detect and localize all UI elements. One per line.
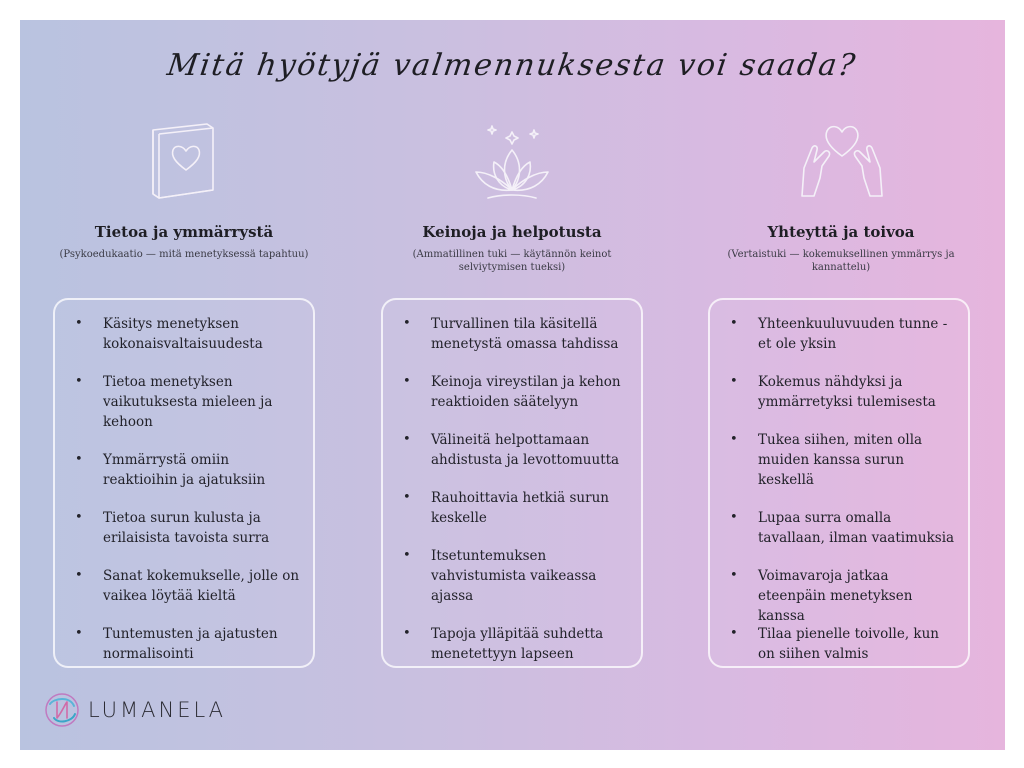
bullet-icon: •: [730, 626, 738, 641]
list-item: • Kokemus nähdyksi ja ymmärretyksi tulemisesta: [730, 374, 936, 410]
bullet-icon: •: [403, 626, 411, 641]
list-item: • Sanat kokemukselle, jolle on vaikea löytää kieltä: [75, 568, 300, 604]
bullet-icon: •: [75, 510, 83, 525]
list-item: • Tuntemusten ja ajatusten normalisointi: [75, 626, 278, 662]
bullet-icon: •: [403, 548, 411, 563]
list-item: • Yhteenkuuluvuuden tunne - et ole yksin: [730, 316, 948, 352]
bullet-icon: •: [403, 490, 411, 505]
list-item: • Tilaa pienelle toivolle, kun on siihen valmis: [730, 626, 939, 662]
bullet-icon: •: [75, 316, 83, 331]
bullet-icon: •: [730, 432, 738, 447]
lotus-icon: [462, 118, 562, 210]
brand-name: LUMANELA: [88, 698, 227, 722]
list-item: • Keinoja vireystilan ja kehon reaktioiden säätelyyn: [403, 374, 621, 410]
page-title: Mitä hyötyjä valmennuksesta voi saada?: [164, 48, 860, 83]
bullet-icon: •: [730, 316, 738, 331]
book-heart-icon: [135, 118, 235, 210]
list-item: • Käsitys menetyksen kokonaisvaltaisuudesta: [75, 316, 263, 352]
bullet-icon: •: [730, 374, 738, 389]
list-item: • Turvallinen tila käsitellä menetystä omassa tahdissa: [403, 316, 619, 352]
hands-heart-icon: [792, 118, 892, 210]
bullet-icon: •: [75, 568, 83, 583]
bullet-icon: •: [403, 432, 411, 447]
column-subtitle-knowledge: (Psykoedukaatio — mitä menetyksessä tapahtuu): [59, 249, 309, 260]
bullet-icon: •: [730, 568, 738, 583]
column-title-tools: Keinoja ja helpotusta: [422, 223, 602, 241]
column-subtitle-connection: (Vertaistuki — kokemuksellinen ymmärrys ja kannattelu): [727, 249, 955, 273]
benefit-list-box-connection: [708, 298, 970, 668]
bullet-icon: •: [403, 374, 411, 389]
list-item: • Voimavaroja jatkaa eteenpäin menetyksen kanssa: [730, 568, 913, 624]
bullet-icon: •: [75, 374, 83, 389]
benefit-list-box-tools: [381, 298, 643, 668]
list-item: • Tapoja ylläpitää suhdetta menetettyyn lapseen: [403, 626, 604, 662]
bullet-icon: •: [75, 626, 83, 641]
column-title-knowledge: Tietoa ja ymmärrystä: [94, 223, 274, 241]
column-title-connection: Yhteyttä ja toivoa: [767, 223, 915, 241]
list-item: • Lupaa surra omalla tavallaan, ilman vaatimuksia: [730, 510, 955, 546]
list-item: • Ymmärrystä omiin reaktioihin ja ajatuksiin: [75, 452, 266, 488]
list-item: • Rauhoittavia hetkiä surun keskelle: [403, 490, 609, 526]
bullet-icon: •: [403, 316, 411, 331]
bullet-icon: •: [75, 452, 83, 467]
lumanela-logo-icon: [40, 690, 84, 730]
list-item: • Itsetuntemuksen vahvistumista vaikeassa ajassa: [403, 548, 597, 604]
bullet-icon: •: [730, 510, 738, 525]
list-item: • Tietoa surun kulusta ja erilaisista tavoista surra: [75, 510, 270, 546]
benefit-list-box-knowledge: [53, 298, 315, 668]
list-item: • Välineitä helpottamaan ahdistusta ja levottomuutta: [403, 432, 620, 468]
column-subtitle-tools: (Ammatillinen tuki — käytännön keinot selviytymisen tueksi): [412, 249, 612, 273]
list-item: • Tukea siihen, miten olla muiden kanssa surun keskellä: [730, 432, 923, 488]
list-item: • Tietoa menetyksen vaikutuksesta mieleen ja kehoon: [75, 374, 273, 430]
